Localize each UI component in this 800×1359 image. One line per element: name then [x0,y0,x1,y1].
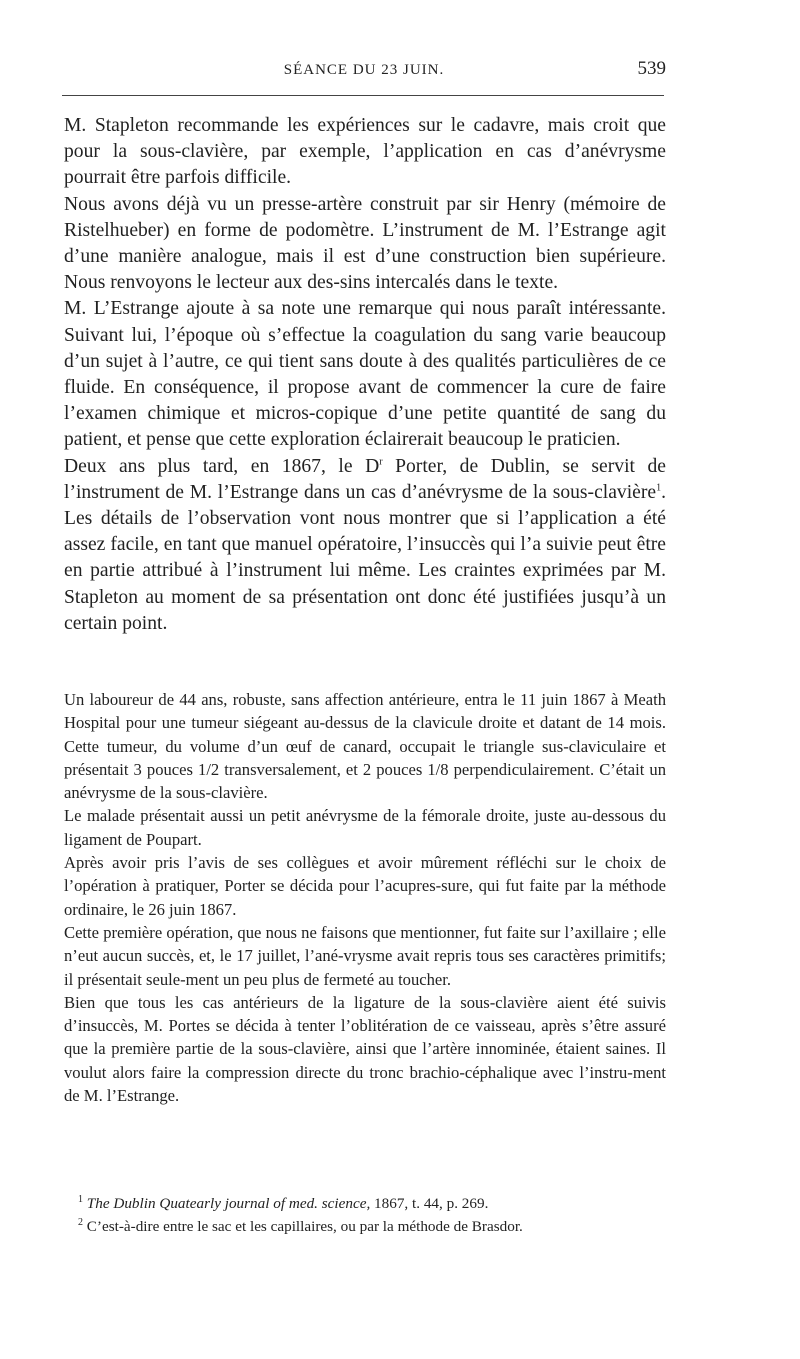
footnote-marker: 2 [78,1216,83,1228]
paragraph: M. Stapleton recommande les expériences sur le cadavre, mais croit que pour la sous-clavière, par exemple, l’application en cas d’anévrysme pourrait être parfois difficile. [64,115,666,189]
journal-title: The Dublin Quatearly journal of med. science, [86,1195,371,1212]
page-number: 539 [637,58,666,79]
footnote-text: C’est-à-dire entre le sac et les capillaires, ou par la méthode de Brasdor. [86,1218,523,1235]
paragraph: Le malade présentait aussi un petit anévrysme de la fémorale droite, juste au-dessous du ligament de Poupart. [64,806,666,849]
footnote-text: 1867, t. 44, p. 269. [370,1195,489,1212]
header-rule [62,95,664,96]
footnote-marker: 1 [78,1193,83,1205]
page-header [62,58,666,86]
main-text [64,113,666,637]
paragraph: Bien que tous les cas antérieurs de la ligature de la sous-clavière aient été suivis d’insuccès, M. Portes se décida à tenter l’oblitération de ce vaisseau, après s’être assuré que la première partie de la sous-clavière, ainsi que l’artère innominée, étaient saines. Il voulut alors faire la compression directe du tronc brachio-céphalique avec l’instru-ment de M. l’Estrange. [64,992,666,1106]
text-run: Porter, de Dublin, se servit de l’instrument de M. l’Estrange dans un cas d’anévrysme de la sous-clavière [64,455,666,503]
footnote-1 [64,1192,666,1215]
paragraph: Après avoir pris l’avis de ses collègues et avoir mûrement réfléchi sur le choix de l’opération à pratiquer, Porter se décida pour l’acupres-sure, qui fut faite par la méthode ordinaire, le 26 juin 1867. [64,853,666,919]
footnotes [64,1192,666,1238]
superscript: r [379,456,383,468]
text-run: . Les détails de l’observation vont nous montrer que si l’application a été assez facile, en tant que manuel opératoire, l’insuccès qui l’a suivie peut être en partie attribué à l’instrument lui même. Les craintes exprimées par M. Stapleton au moment de sa présentation ont donc été justifiées jusqu’à un certain point. [64,481,666,634]
text-run: Deux ans plus tard, en 1867, le D [64,455,380,477]
case-observation [64,688,666,1107]
running-head: SÉANCE DU 23 JUIN. [283,62,445,78]
footnote-2 [64,1215,666,1238]
paragraph [64,454,666,637]
paragraph: Nous avons déjà vu un presse-artère construit par sir Henry (mémoire de Ristelhueber) en forme de podomètre. L’instrument de M. l’Estrange agit d’une manière analogue, mais il est d’une construction bien supérieure. Nous renvoyons le lecteur aux des-sins intercalés dans le texte. [64,193,666,294]
paragraph: Un laboureur de 44 ans, robuste, sans affection antérieure, entra le 11 juin 1867 à Meath Hospital pour une tumeur siégeant au-dessus de la clavicule droite et datant de 14 mois. Cette tumeur, du volume d’un œuf de canard, occupait le triangle sus-claviculaire et présentait 3 pouces 1/2 transversalement, et 2 pouces 1/8 perpendiculairement. C’était un anévrysme de la sous-clavière. [64,690,666,803]
footnote-ref[interactable]: 1 [656,482,662,494]
paragraph: M. L’Estrange ajoute à sa note une remarque qui nous paraît intéressante. Suivant lui, l’époque où s’effectue la coagulation du sang varie beaucoup d’un sujet à l’autre, ce qui tient sans doute à des qualités particulières de ce fluide. En conséquence, il propose avant de commencer la cure de faire l’examen chimique et micros-copique d’une petite quantité de sang du patient, et pense que cette exploration éclairerait beaucoup le praticien. [64,298,666,451]
paragraph: Cette première opération, que nous ne faisons que mentionner, fut faite sur l’axillaire ; elle n’eut aucun succès, et, le 17 juillet, l’ané-vrysme avait repris tous ses caractères primitifs; il présentait seule-ment un peu plus de fermeté au toucher. [64,922,666,989]
